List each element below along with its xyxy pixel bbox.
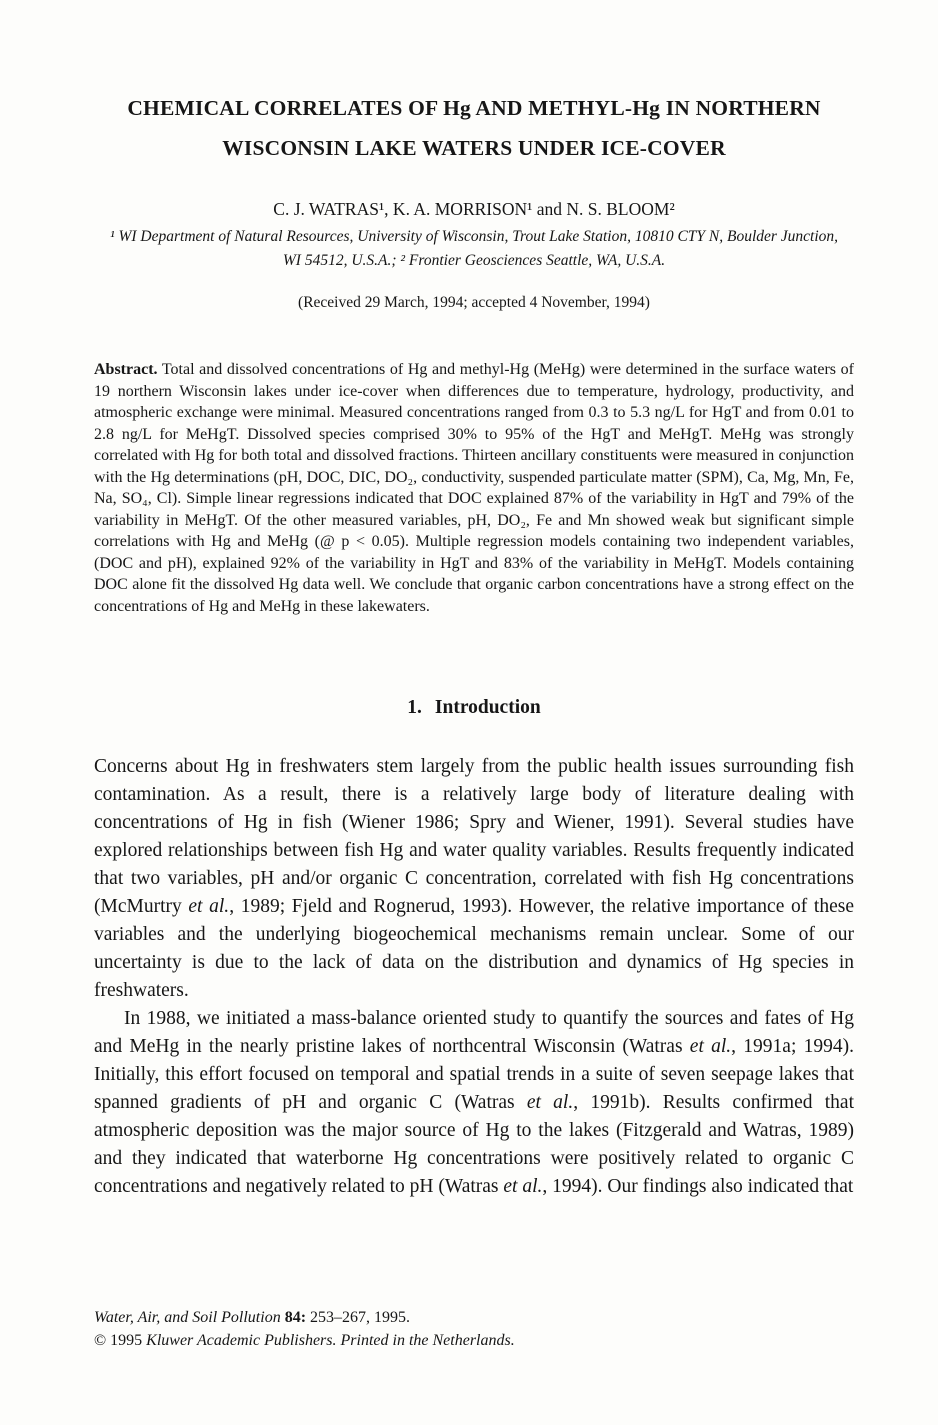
text-run: , 1989; Fjeld and Rognerud, 1993). However, the relative importance of these variables and the underlying biogeochemical mechanisms remain unclear. Some of our uncertainty is due to the lack of data on the distribution and dynamics of Hg species in freshwaters.: [94, 896, 854, 1001]
page-content: [0, 88, 938, 1201]
text-run: Total and dissolved concentrations of Hg and methyl-Hg (MeHg) were determined in the surface waters of 19 northern Wisconsin lakes under ice-cover when differences due to temperature, hydrology, productivity, and atmospheric exchange were minimal. Measured concentrations ranged from 0.3 to 5.3 ng/L for HgT and from 0.01 to 2.8 ng/L for MeHgT. Dissolved species comprised 30% to 95% of the HgT and MeHgT. MeHg was strongly correlated with Hg for both total and dissolved fractions. Thirteen ancillary constituents were measured in conjunction with the Hg determinations (pH, DOC, DIC, DO₂, conductivity, suspended particulate matter (SPM), Ca, Mg, Mn, Fe, Na, SO₄, Cl). Simple linear regressions indicated that DOC explained 87% of the variability in HgT and 79% of the variability in MeHgT. Of the other measured variables, pH, DO₂, Fe and Mn showed weak but significant simple correlations with Hg and MeHg (@ p < 0.05). Multiple regression models containing two independent variables, (DOC and pH), explained 92% of the variability in HgT and 83% of the variability in MeHgT. Models containing DOC alone fit the dissolved Hg data well. We conclude that organic carbon concentrations have a strong effect on the concentrations of Hg and MeHg in these lakewaters.: [94, 361, 854, 615]
intro-paragraph: [94, 753, 854, 1005]
text-run: Kluwer Academic Publishers. Printed in the Netherlands.: [146, 1332, 515, 1349]
page-title: CHEMICAL CORRELATES OF Hg AND METHYL-Hg IN NORTHERN WISCONSIN LAKE WATERS UNDER ICE-COVER: [127, 96, 821, 160]
affiliations-note: ¹ WI Department of Natural Resources, University of Wisconsin, Trout Lake Station, 10810 CTY N, Boulder Junction, WI 54512, U.S.A.; ² Frontier Geosciences Seattle, WA, U.S.A.: [109, 228, 839, 269]
footer-copyright-line: [94, 1329, 515, 1352]
authors-line: C. J. WATRAS¹, K. A. MORRISON¹ and N. S. BLOOM²: [273, 199, 675, 219]
text-run: 84:: [284, 1309, 307, 1326]
text-run: et al.: [689, 1036, 732, 1057]
text-run: Abstract.: [94, 361, 158, 378]
footer-journal-line: [94, 1306, 515, 1329]
text-run: et al.: [503, 1176, 543, 1197]
text-run: In 1988, we initiated a mass-balance oriented study to quantify the sources and fates of Hg and MeHg in the nearly pristine lakes of northcentral Wisconsin (Watras: [94, 1008, 854, 1057]
text-run: et al.: [526, 1092, 574, 1113]
text-run: , 1991b). Results confirmed that atmospheric deposition was the major source of Hg to the lakes (Fitzgerald and Watras, 1989) and they indicated that waterborne Hg concentrations were positively related to organic C concentrations and negatively related to pH (Watras: [94, 1092, 854, 1197]
received-note: (Received 29 March, 1994; accepted 4 November, 1994): [298, 294, 650, 311]
text-run: Concerns about Hg in freshwaters stem largely from the public health issues surrounding fish contamination. As a result, there is a relatively large body of literature dealing with concentrations of Hg in fish (Wiener 1986; Spry and Wiener, 1991). Several studies have explored relationships between fish Hg and water quality variables. Results frequently indicated that two variables, pH and/or organic C concentration, correlated with fish Hg concentrations (McMurtry: [94, 756, 854, 917]
introduction-body: [94, 753, 854, 1201]
text-run: et al.: [188, 896, 230, 917]
section-heading-title: Introduction: [434, 697, 541, 718]
page-footer: [94, 1306, 515, 1352]
abstract-paragraph: [94, 359, 854, 617]
text-run: 253–267, 1995.: [306, 1309, 411, 1326]
text-run: Water, Air, and Soil Pollution: [94, 1309, 281, 1326]
section-heading: [94, 697, 854, 719]
text-run: , 1994). Our findings also indicated that: [542, 1176, 854, 1197]
text-run: © 1995: [94, 1332, 147, 1349]
text-run: , 1991a; 1994). Initially, this effort focused on temporal and spatial trends in a suite of seven seepage lakes that spanned gradients of pH and organic C (Watras: [94, 1036, 854, 1113]
section-heading-number: 1.: [407, 697, 422, 718]
intro-paragraph: [94, 1005, 854, 1201]
